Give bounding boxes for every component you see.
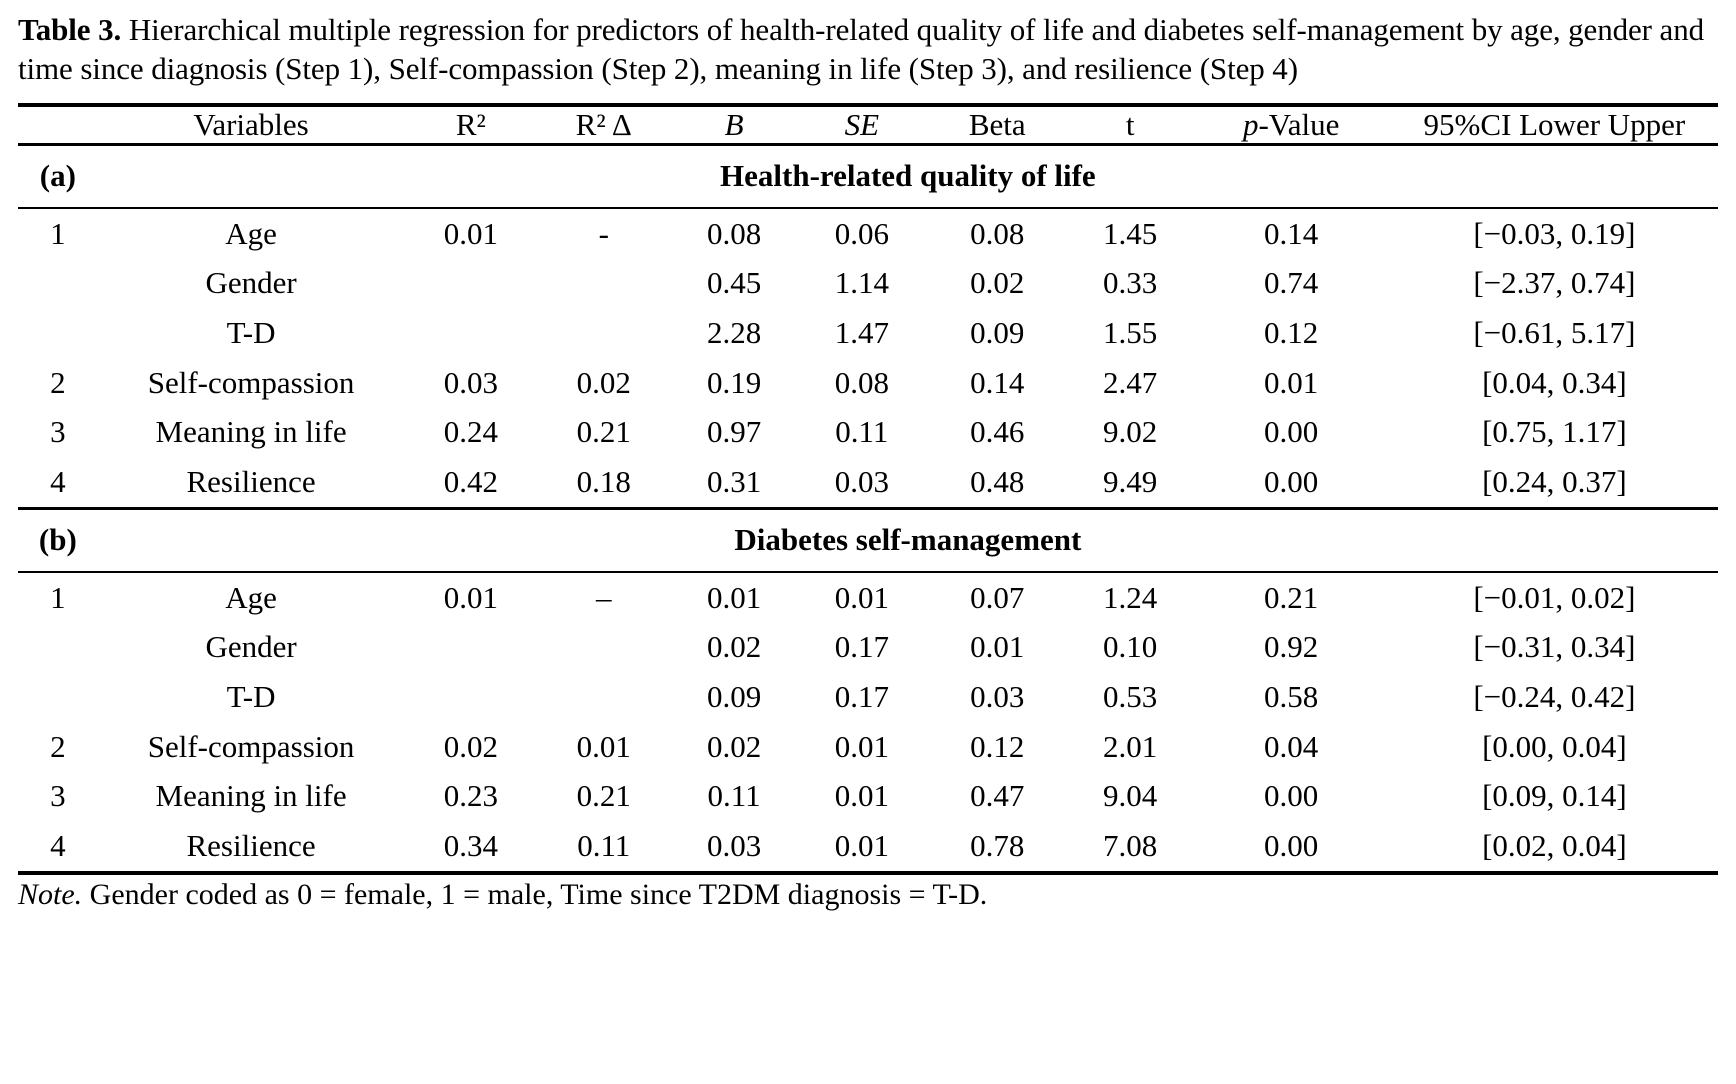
cell-se: 0.17 — [834, 679, 889, 715]
cell-ci: [−0.01, 0.02] — [1473, 579, 1636, 615]
cell-p: 0.21 — [1264, 579, 1319, 615]
cell-p: 0.00 — [1264, 778, 1319, 814]
cell-ci: [0.02, 0.04] — [1482, 828, 1627, 864]
cell-step: 2 — [50, 364, 66, 400]
section-title-row — [18, 144, 1718, 208]
section-title-row — [18, 508, 1718, 572]
cell-p: 0.58 — [1264, 679, 1319, 715]
section-title-a: Health-related quality of life — [720, 157, 1096, 193]
section-label-a: (a) — [39, 157, 76, 193]
table-row — [18, 457, 1718, 508]
cell-r2: 0.34 — [443, 828, 498, 864]
cell-beta: 0.08 — [970, 215, 1025, 251]
cell-se: 0.08 — [834, 364, 889, 400]
cell-r2-delta — [537, 622, 670, 672]
cell-variable: Self-compassion — [147, 728, 355, 764]
cell-variable: T-D — [226, 315, 276, 351]
cell-beta: 0.78 — [970, 828, 1025, 864]
cell-r2-delta: - — [598, 215, 609, 251]
cell-step: 2 — [50, 728, 66, 764]
p-italic: p — [1242, 106, 1259, 142]
cell-ci: [−0.24, 0.42] — [1473, 679, 1636, 715]
cell-r2 — [404, 672, 537, 722]
cell-t: 1.55 — [1103, 315, 1158, 351]
cell-p: 0.12 — [1264, 315, 1319, 351]
cell-r2: 0.23 — [443, 778, 498, 814]
column-header-p-value — [1191, 105, 1390, 145]
column-header-b: B — [724, 106, 744, 142]
cell-r2: 0.02 — [443, 728, 498, 764]
cell-se: 0.17 — [834, 629, 889, 665]
cell-p: 0.00 — [1264, 828, 1319, 864]
cell-beta: 0.14 — [970, 364, 1025, 400]
cell-t: 0.33 — [1103, 265, 1158, 301]
cell-ci: [0.04, 0.34] — [1482, 364, 1627, 400]
cell-beta: 0.07 — [970, 579, 1025, 615]
table-row — [18, 358, 1718, 408]
cell-se: 0.06 — [834, 215, 889, 251]
cell-step: 3 — [50, 414, 66, 450]
cell-r2: 0.42 — [443, 464, 498, 500]
cell-b: 2.28 — [706, 315, 762, 351]
cell-se: 0.01 — [834, 828, 889, 864]
cell-t: 2.01 — [1103, 728, 1158, 764]
cell-ci: [0.75, 1.17] — [1482, 414, 1627, 450]
column-header-se: SE — [844, 106, 880, 142]
cell-b: 0.09 — [706, 679, 762, 715]
cell-b: 0.19 — [706, 364, 762, 400]
section-b-title — [18, 508, 1718, 572]
cell-r2-delta: 0.21 — [576, 414, 631, 450]
cell-r2-delta: 0.11 — [577, 828, 631, 864]
cell-t: 9.04 — [1103, 778, 1158, 814]
cell-step: 4 — [50, 464, 66, 500]
cell-r2-delta: 0.01 — [576, 728, 631, 764]
column-header-r2-delta: R² Δ — [575, 106, 632, 142]
cell-ci: [−0.61, 5.17] — [1473, 315, 1636, 351]
cell-step — [18, 308, 98, 358]
cell-r2-delta: 0.02 — [576, 364, 631, 400]
cell-r2: 0.24 — [443, 414, 498, 450]
column-header-t: t — [1125, 106, 1135, 142]
cell-step — [18, 672, 98, 722]
cell-p: 0.92 — [1264, 629, 1319, 665]
cell-step — [18, 258, 98, 308]
cell-p: 0.01 — [1264, 364, 1319, 400]
cell-step: 4 — [50, 828, 66, 864]
table-row — [18, 821, 1718, 873]
cell-variable: Gender — [205, 265, 297, 301]
cell-p: 0.00 — [1264, 464, 1319, 500]
cell-r2-delta — [537, 308, 670, 358]
cell-variable: Self-compassion — [147, 364, 355, 400]
cell-r2-delta — [537, 258, 670, 308]
column-header-step — [18, 105, 98, 145]
table-caption-text: Hierarchical multiple regression for predictors of health-related quality of life and diabetes self-management by age, gender and time since diagnosis (Step 1), Self-compassion (Step 2), meaning in life (Step 3), and resilience (Step 4) — [18, 12, 1705, 87]
cell-variable: Resilience — [186, 464, 316, 500]
table-note-row — [18, 873, 1718, 914]
cell-variable: Age — [225, 579, 277, 615]
cell-beta: 0.48 — [970, 464, 1025, 500]
cell-beta: 0.12 — [970, 728, 1025, 764]
cell-se: 0.03 — [834, 464, 889, 500]
table-row — [18, 258, 1718, 308]
table-row — [18, 308, 1718, 358]
cell-b: 0.03 — [706, 828, 762, 864]
section-title-b: Diabetes self-management — [734, 521, 1082, 557]
cell-r2: 0.01 — [443, 579, 498, 615]
cell-p: 0.04 — [1264, 728, 1319, 764]
table-row — [18, 622, 1718, 672]
cell-step: 3 — [50, 778, 66, 814]
cell-p: 0.14 — [1264, 215, 1319, 251]
cell-se: 1.47 — [834, 315, 889, 351]
column-header-ci: 95%CI Lower Upper — [1423, 106, 1686, 142]
cell-se: 0.01 — [834, 778, 889, 814]
section-b-body — [18, 572, 1718, 873]
cell-variable: Meaning in life — [155, 778, 347, 814]
cell-t: 1.24 — [1103, 579, 1158, 615]
note-label: Note. — [18, 877, 83, 911]
cell-b: 0.02 — [706, 629, 762, 665]
column-header-beta: Beta — [968, 106, 1026, 142]
cell-se: 0.01 — [834, 579, 889, 615]
cell-variable: T-D — [226, 679, 276, 715]
cell-p: 0.00 — [1264, 414, 1319, 450]
cell-r2-delta — [537, 672, 670, 722]
cell-ci: [0.09, 0.14] — [1482, 778, 1627, 814]
section-label-b: (b) — [38, 521, 77, 557]
table-caption — [18, 10, 1718, 89]
cell-step: 1 — [50, 579, 66, 615]
cell-p: 0.74 — [1264, 265, 1319, 301]
section-a-title — [18, 144, 1718, 208]
cell-t: 0.10 — [1103, 629, 1158, 665]
cell-variable: Gender — [205, 629, 297, 665]
cell-ci: [0.24, 0.37] — [1482, 464, 1627, 500]
cell-beta: 0.01 — [970, 629, 1025, 665]
section-a-body — [18, 208, 1718, 509]
cell-t: 0.53 — [1103, 679, 1158, 715]
cell-step: 1 — [50, 215, 66, 251]
table-caption-label: Table 3. — [18, 12, 122, 47]
table-row — [18, 572, 1718, 623]
cell-b: 0.02 — [706, 728, 762, 764]
column-header-variables: Variables — [193, 106, 309, 142]
table-row — [18, 722, 1718, 772]
cell-t: 9.02 — [1103, 414, 1158, 450]
cell-r2: 0.03 — [443, 364, 498, 400]
table-row — [18, 771, 1718, 821]
cell-b: 0.01 — [706, 579, 762, 615]
p-suffix: -Value — [1258, 106, 1340, 142]
cell-se: 0.01 — [834, 728, 889, 764]
cell-variable: Age — [225, 215, 277, 251]
cell-b: 0.45 — [706, 265, 762, 301]
column-header-r2: R² — [455, 106, 486, 142]
cell-beta: 0.03 — [970, 679, 1025, 715]
cell-t: 2.47 — [1103, 364, 1158, 400]
table-header — [18, 105, 1718, 145]
cell-r2-delta: 0.18 — [576, 464, 631, 500]
cell-se: 0.11 — [835, 414, 889, 450]
cell-r2-delta: – — [595, 579, 612, 615]
cell-beta: 0.02 — [970, 265, 1025, 301]
cell-b: 0.97 — [706, 414, 762, 450]
cell-variable: Meaning in life — [155, 414, 347, 450]
cell-variable: Resilience — [186, 828, 316, 864]
table-footer — [18, 873, 1718, 914]
cell-t: 7.08 — [1103, 828, 1158, 864]
cell-ci: [−0.03, 0.19] — [1473, 215, 1636, 251]
cell-ci: [0.00, 0.04] — [1482, 728, 1627, 764]
table-row — [18, 672, 1718, 722]
cell-t: 9.49 — [1103, 464, 1158, 500]
cell-se: 1.14 — [834, 265, 889, 301]
regression-table — [18, 103, 1718, 914]
cell-t: 1.45 — [1103, 215, 1158, 251]
cell-beta: 0.46 — [970, 414, 1025, 450]
cell-r2-delta: 0.21 — [576, 778, 631, 814]
note-text: Gender coded as 0 = female, 1 = male, Time since T2DM diagnosis = T-D. — [82, 877, 988, 911]
cell-ci: [−2.37, 0.74] — [1473, 265, 1636, 301]
table-note — [18, 873, 1718, 914]
cell-beta: 0.47 — [970, 778, 1025, 814]
cell-beta: 0.09 — [970, 315, 1025, 351]
table-row — [18, 208, 1718, 259]
header-row — [18, 105, 1718, 145]
cell-r2 — [404, 622, 537, 672]
cell-r2 — [404, 258, 537, 308]
cell-r2: 0.01 — [443, 215, 498, 251]
cell-r2 — [404, 308, 537, 358]
cell-ci: [−0.31, 0.34] — [1473, 629, 1636, 665]
table-row — [18, 407, 1718, 457]
cell-b: 0.31 — [706, 464, 762, 500]
cell-b: 0.08 — [706, 215, 762, 251]
cell-step — [18, 622, 98, 672]
cell-b: 0.11 — [707, 778, 761, 814]
